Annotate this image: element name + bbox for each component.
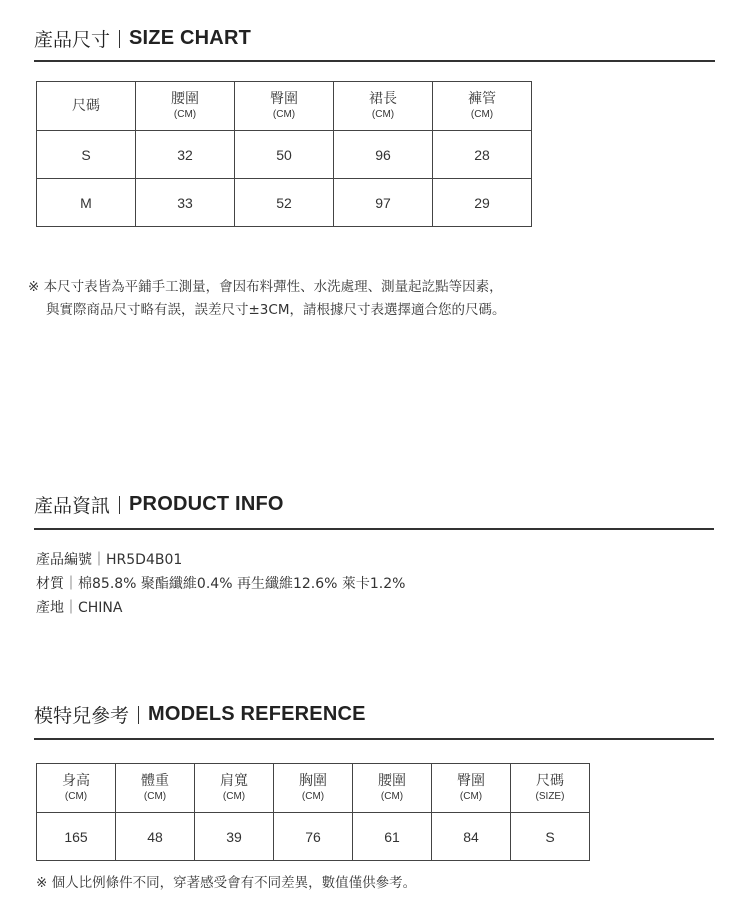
header-cell: 臀圍 (CM) [432,764,511,813]
table-row [37,179,532,227]
header-cell: 腰圍 (CM) [136,82,235,131]
models-reference-title [34,701,366,728]
table-cell: 33 [136,179,235,227]
table-row [37,131,532,179]
models-reference-divider [34,738,714,740]
title-separator [138,706,139,724]
table-cell: 48 [116,813,195,861]
table-cell: 165 [37,813,116,861]
header-cell: 尺碼 [37,82,136,131]
table-cell: M [37,179,136,227]
info-origin [36,596,122,620]
product-info-title-zh: 產品資訊 [34,495,111,517]
table-cell: 61 [353,813,432,861]
table-cell: 29 [433,179,532,227]
header-cell: 胸圍 (CM) [274,764,353,813]
header-cell: 體重 (CM) [116,764,195,813]
table-cell: 52 [235,179,334,227]
info-value: HR5D4B01 [106,552,183,568]
header-cell: 褲管 (CM) [433,82,532,131]
table-cell: S [37,131,136,179]
product-info-title-en: PRODUCT INFO [129,493,284,515]
info-divider: ｜ [92,552,106,568]
title-separator [119,496,120,514]
table-cell: 39 [195,813,274,861]
header-cell: 裙長 (CM) [334,82,433,131]
table-header-row [37,82,532,131]
info-key: 產品編號 [36,552,92,568]
info-value: 棉85.8% 聚酯纖維0.4% 再生纖維12.6% 萊卡1.2% [78,576,406,592]
title-separator [119,30,120,48]
size-chart-table [36,81,532,227]
info-divider: ｜ [64,600,78,616]
info-divider: ｜ [64,576,78,592]
table-cell: 97 [334,179,433,227]
header-cell: 肩寬 (CM) [195,764,274,813]
info-value: CHINA [78,600,123,616]
size-chart-note-line1: ※ 本尺寸表皆為平鋪手工測量，會因布料彈性、水洗處理、測量起訖點等因素， [28,279,503,295]
size-chart-divider [34,60,715,62]
table-cell: 84 [432,813,511,861]
info-material [36,572,405,596]
header-cell: 臀圍 (CM) [235,82,334,131]
product-info-divider [34,528,714,530]
models-reference-title-en: MODELS REFERENCE [148,703,366,725]
table-cell: 32 [136,131,235,179]
table-cell: 50 [235,131,334,179]
models-reference-table [36,763,590,861]
models-reference-note: ※ 個人比例條件不同，穿著感受會有不同差異，數值僅供參考。 [36,875,417,891]
info-product-number [36,548,182,572]
table-cell: 28 [433,131,532,179]
table-row [37,813,590,861]
table-header-row [37,764,590,813]
size-chart-title-zh: 產品尺寸 [34,29,111,51]
size-chart-note-line2: 與實際商品尺寸略有誤，誤差尺寸±3CM，請根據尺寸表選擇適合您的尺碼。 [46,302,506,318]
size-chart-title [34,25,251,52]
info-key: 產地 [36,600,64,616]
table-cell: 96 [334,131,433,179]
table-cell: S [511,813,590,861]
table-cell: 76 [274,813,353,861]
models-reference-title-zh: 模特兒參考 [34,705,130,727]
size-chart-title-en: SIZE CHART [129,27,252,49]
header-cell: 尺碼 (SIZE) [511,764,590,813]
header-cell: 腰圍 (CM) [353,764,432,813]
product-info-title [34,491,284,518]
header-cell: 身高 (CM) [37,764,116,813]
info-key: 材質 [36,576,64,592]
